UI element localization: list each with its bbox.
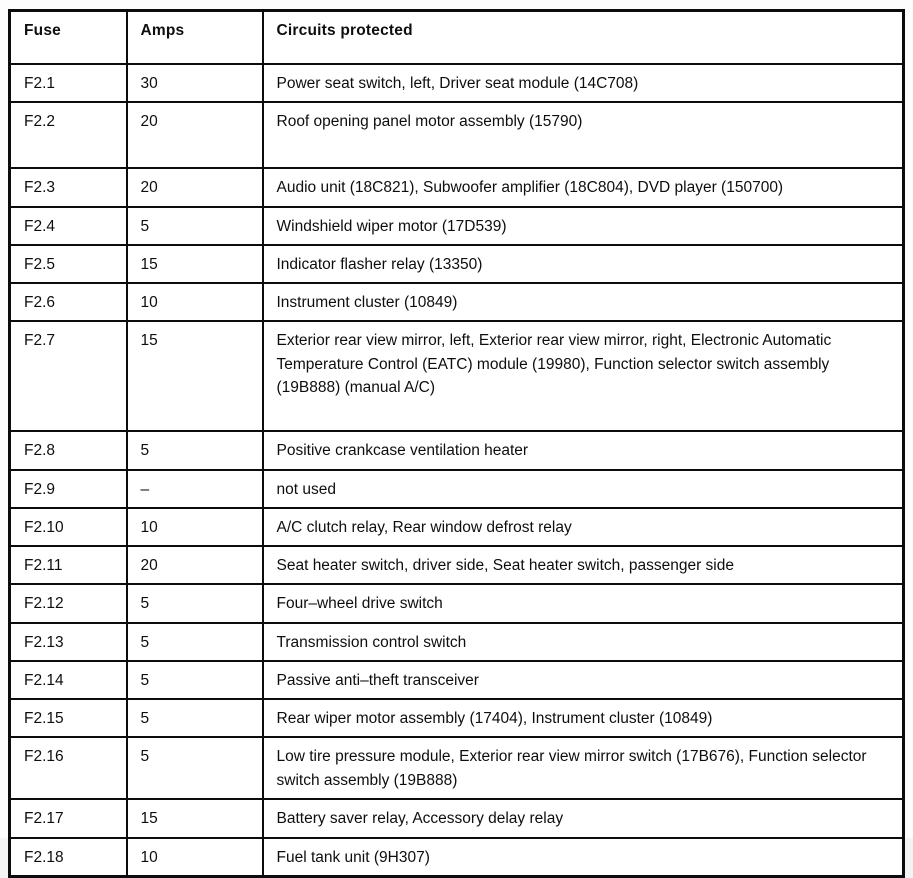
- table-row: [10, 245, 904, 283]
- amps-cell: 5: [127, 584, 263, 622]
- circuits-cell: Four–wheel drive switch: [263, 584, 904, 622]
- fuse-cell: F2.4: [10, 207, 127, 245]
- circuits-cell: Transmission control switch: [263, 623, 904, 661]
- fuse-cell: F2.16: [10, 737, 127, 799]
- circuits-cell: Passive anti–theft transceiver: [263, 661, 904, 699]
- table-row: [10, 321, 904, 431]
- circuits-cell: A/C clutch relay, Rear window defrost relay: [263, 508, 904, 546]
- table-row: [10, 168, 904, 206]
- amps-cell: 30: [127, 64, 263, 102]
- amps-cell: 5: [127, 207, 263, 245]
- table-row: [10, 64, 904, 102]
- amps-cell: 20: [127, 102, 263, 168]
- fuse-cell: F2.1: [10, 64, 127, 102]
- amps-cell: 10: [127, 508, 263, 546]
- table-row: [10, 470, 904, 508]
- amps-cell: 20: [127, 168, 263, 206]
- fuse-table-body: [10, 64, 904, 876]
- circuits-cell: Power seat switch, left, Driver seat module (14C708): [263, 64, 904, 102]
- table-row: [10, 102, 904, 168]
- circuits-cell: Fuel tank unit (9H307): [263, 838, 904, 877]
- fuse-cell: F2.15: [10, 699, 127, 737]
- fuse-cell: F2.7: [10, 321, 127, 431]
- circuits-cell: Roof opening panel motor assembly (15790): [263, 102, 904, 168]
- table-row: [10, 207, 904, 245]
- table-row: [10, 838, 904, 877]
- amps-cell: 5: [127, 699, 263, 737]
- amps-cell: 5: [127, 431, 263, 469]
- table-row: [10, 431, 904, 469]
- fuse-cell: F2.10: [10, 508, 127, 546]
- circuits-cell: Seat heater switch, driver side, Seat heater switch, passenger side: [263, 546, 904, 584]
- fuse-cell: F2.3: [10, 168, 127, 206]
- amps-cell: 15: [127, 799, 263, 837]
- fuse-cell: F2.11: [10, 546, 127, 584]
- table-row: [10, 508, 904, 546]
- circuits-cell: Windshield wiper motor (17D539): [263, 207, 904, 245]
- table-row: [10, 584, 904, 622]
- table-row: [10, 661, 904, 699]
- fuse-cell: F2.2: [10, 102, 127, 168]
- table-row: [10, 283, 904, 321]
- amps-cell: 15: [127, 245, 263, 283]
- circuits-cell: Indicator flasher relay (13350): [263, 245, 904, 283]
- col-header-circuits: Circuits protected: [263, 11, 904, 65]
- header-row: [10, 11, 904, 65]
- amps-cell: 15: [127, 321, 263, 431]
- col-header-fuse: Fuse: [10, 11, 127, 65]
- amps-cell: 10: [127, 838, 263, 877]
- circuits-cell: Rear wiper motor assembly (17404), Instrument cluster (10849): [263, 699, 904, 737]
- fuse-cell: F2.18: [10, 838, 127, 877]
- fuse-table: [8, 9, 905, 878]
- col-header-amps: Amps: [127, 11, 263, 65]
- circuits-cell: Battery saver relay, Accessory delay relay: [263, 799, 904, 837]
- circuits-cell: Instrument cluster (10849): [263, 283, 904, 321]
- fuse-cell: F2.14: [10, 661, 127, 699]
- amps-cell: 20: [127, 546, 263, 584]
- table-row: [10, 623, 904, 661]
- table-row: [10, 737, 904, 799]
- circuits-cell: not used: [263, 470, 904, 508]
- circuits-cell: Exterior rear view mirror, left, Exterior rear view mirror, right, Electronic Automatic Temperature Control (EATC) module (19980), Function selector switch assembly (19B888) (manual A/C): [263, 321, 904, 431]
- fuse-cell: F2.8: [10, 431, 127, 469]
- fuse-cell: F2.12: [10, 584, 127, 622]
- amps-cell: –: [127, 470, 263, 508]
- amps-cell: 5: [127, 623, 263, 661]
- table-row: [10, 799, 904, 837]
- fuse-cell: F2.5: [10, 245, 127, 283]
- amps-cell: 5: [127, 661, 263, 699]
- table-row: [10, 546, 904, 584]
- circuits-cell: Audio unit (18C821), Subwoofer amplifier (18C804), DVD player (150700): [263, 168, 904, 206]
- fuse-cell: F2.17: [10, 799, 127, 837]
- fuse-cell: F2.9: [10, 470, 127, 508]
- table-row: [10, 699, 904, 737]
- fuse-cell: F2.13: [10, 623, 127, 661]
- fuse-cell: F2.6: [10, 283, 127, 321]
- amps-cell: 5: [127, 737, 263, 799]
- amps-cell: 10: [127, 283, 263, 321]
- circuits-cell: Low tire pressure module, Exterior rear view mirror switch (17B676), Function selector switch assembly (19B888): [263, 737, 904, 799]
- circuits-cell: Positive crankcase ventilation heater: [263, 431, 904, 469]
